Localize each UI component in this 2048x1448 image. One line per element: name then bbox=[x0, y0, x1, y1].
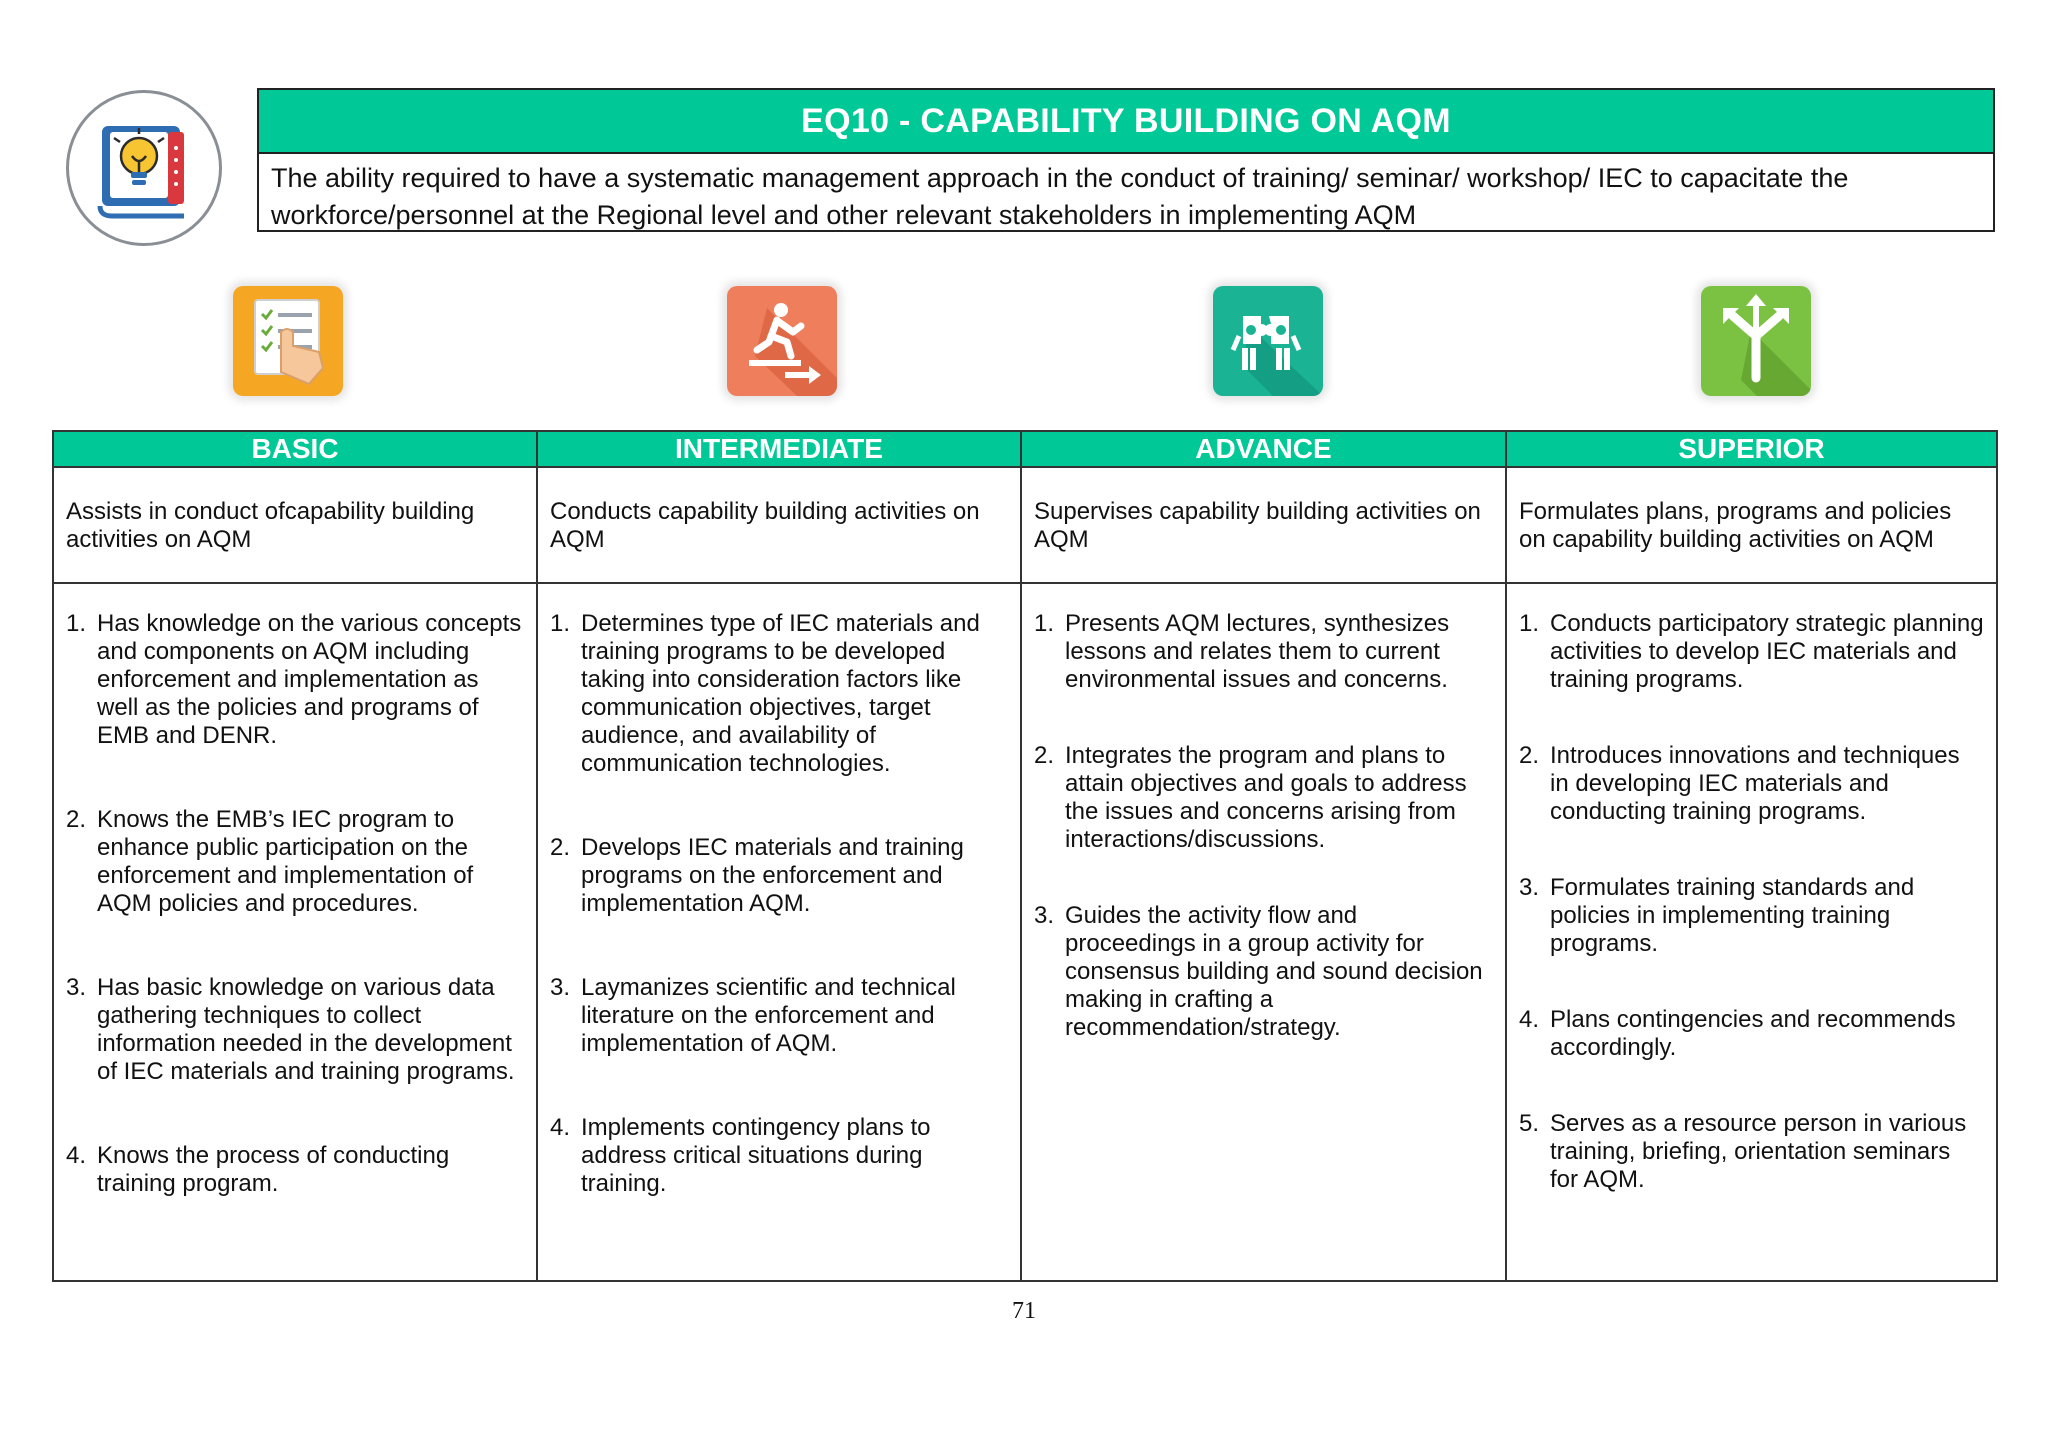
list-item bbox=[66, 1142, 524, 1198]
item-text: Introduces innovations and techniques in developing IEC materials and conducting training programs. bbox=[1550, 742, 1960, 825]
level-summary-row bbox=[53, 467, 1997, 583]
item-number: 1. bbox=[550, 610, 571, 637]
details-advance bbox=[1021, 583, 1506, 1281]
details-intermediate bbox=[537, 583, 1021, 1281]
details-superior bbox=[1506, 583, 1997, 1281]
item-text: Guides the activity flow and proceedings in a group activity for consensus building and sound decision making in crafting a recommendation/strategy. bbox=[1065, 902, 1483, 1041]
summary-superior: Formulates plans, programs and policies on capability building activities on AQM bbox=[1506, 467, 1997, 583]
item-text: Laymanizes scientific and technical literature on the enforcement and implementation of AQM. bbox=[581, 974, 956, 1057]
person-exit-arrow-icon bbox=[727, 286, 837, 396]
advance-indicator-list bbox=[1034, 610, 1493, 1042]
item-text: Determines type of IEC materials and training programs to be developed taking into consideration factors like communication objectives, target audience, and availability of communication technologies. bbox=[581, 610, 980, 777]
item-text: Plans contingencies and recommends accordingly. bbox=[1550, 1006, 1956, 1061]
list-item bbox=[550, 1114, 1008, 1198]
list-item bbox=[1519, 1110, 1984, 1194]
list-item bbox=[1034, 902, 1493, 1042]
list-item bbox=[550, 834, 1008, 918]
item-text: Formulates training standards and policies in implementing training programs. bbox=[1550, 874, 1915, 957]
item-number: 4. bbox=[1519, 1006, 1540, 1033]
list-item bbox=[66, 806, 524, 918]
page-number: 71 bbox=[1012, 1298, 1036, 1324]
item-number: 3. bbox=[550, 974, 571, 1001]
item-text: Integrates the program and plans to attain objectives and goals to address the issues and concerns arising from interactions/discussions. bbox=[1065, 742, 1467, 853]
list-item bbox=[1519, 610, 1984, 694]
list-item bbox=[1034, 610, 1493, 694]
lightbulb-book-icon bbox=[66, 90, 222, 246]
checklist-hand-icon bbox=[233, 286, 343, 396]
competency-header bbox=[257, 88, 1995, 232]
item-text: Conducts participatory strategic planning activities to develop IEC materials and training programs. bbox=[1550, 610, 1984, 693]
item-number: 1. bbox=[66, 610, 87, 637]
item-text: Serves as a resource person in various training, briefing, orientation seminars for AQM. bbox=[1550, 1110, 1967, 1193]
item-number: 5. bbox=[1519, 1110, 1540, 1137]
summary-advance: Supervises capability building activities on AQM bbox=[1021, 467, 1506, 583]
list-item bbox=[550, 610, 1008, 778]
item-number: 2. bbox=[1034, 742, 1055, 769]
item-text: Has basic knowledge on various data gathering techniques to collect information needed in the development of IEC materials and training programs. bbox=[97, 974, 515, 1085]
puzzle-people-icon bbox=[1213, 286, 1323, 396]
level-header-advance: ADVANCE bbox=[1021, 431, 1506, 467]
list-item bbox=[66, 610, 524, 750]
item-number: 1. bbox=[1519, 610, 1540, 637]
item-text: Knows the process of conducting training program. bbox=[97, 1142, 450, 1197]
level-header-intermediate: INTERMEDIATE bbox=[537, 431, 1021, 467]
branching-arrows-icon bbox=[1701, 286, 1811, 396]
item-number: 2. bbox=[1519, 742, 1540, 769]
details-basic bbox=[53, 583, 537, 1281]
competency-description: The ability required to have a systematic management approach in the conduct of training/ seminar/ workshop/ IEC to capacitate the workforce/personnel at the Regional level and other relevant stakeholders in implementing AQM bbox=[271, 163, 1849, 230]
item-text: Presents AQM lectures, synthesizes lessons and relates them to current environmental issues and concerns. bbox=[1065, 610, 1450, 693]
item-number: 3. bbox=[1519, 874, 1540, 901]
list-item bbox=[1034, 742, 1493, 854]
list-item bbox=[66, 974, 524, 1086]
list-item bbox=[550, 974, 1008, 1058]
list-item bbox=[1519, 874, 1984, 958]
item-text: Develops IEC materials and training programs on the enforcement and implementation AQM. bbox=[581, 834, 964, 917]
item-text: Has knowledge on the various concepts and components on AQM including enforcement and implementation as well as the policies and programs of EMB and DENR. bbox=[97, 610, 522, 749]
list-item bbox=[1519, 742, 1984, 826]
summary-basic: Assists in conduct ofcapability building activities on AQM bbox=[53, 467, 537, 583]
item-number: 3. bbox=[66, 974, 87, 1001]
superior-indicator-list bbox=[1519, 610, 1984, 1194]
summary-intermediate: Conducts capability building activities on AQM bbox=[537, 467, 1021, 583]
level-header-superior: SUPERIOR bbox=[1506, 431, 1997, 467]
item-number: 4. bbox=[550, 1114, 571, 1141]
item-text: Knows the EMB’s IEC program to enhance public participation on the enforcement and implementation of AQM policies and procedures. bbox=[97, 806, 474, 917]
list-item bbox=[1519, 1006, 1984, 1062]
level-header-row bbox=[53, 431, 1997, 467]
item-number: 2. bbox=[66, 806, 87, 833]
basic-indicator-list bbox=[66, 610, 524, 1198]
page-title: EQ10 - CAPABILITY BUILDING ON AQM bbox=[259, 90, 1993, 154]
item-number: 2. bbox=[550, 834, 571, 861]
competency-levels-table bbox=[52, 430, 1998, 1282]
item-number: 1. bbox=[1034, 610, 1055, 637]
item-number: 4. bbox=[66, 1142, 87, 1169]
level-details-row bbox=[53, 583, 1997, 1281]
level-header-basic: BASIC bbox=[53, 431, 537, 467]
item-text: Implements contingency plans to address critical situations during training. bbox=[581, 1114, 931, 1197]
item-number: 3. bbox=[1034, 902, 1055, 929]
intermediate-indicator-list bbox=[550, 610, 1008, 1198]
